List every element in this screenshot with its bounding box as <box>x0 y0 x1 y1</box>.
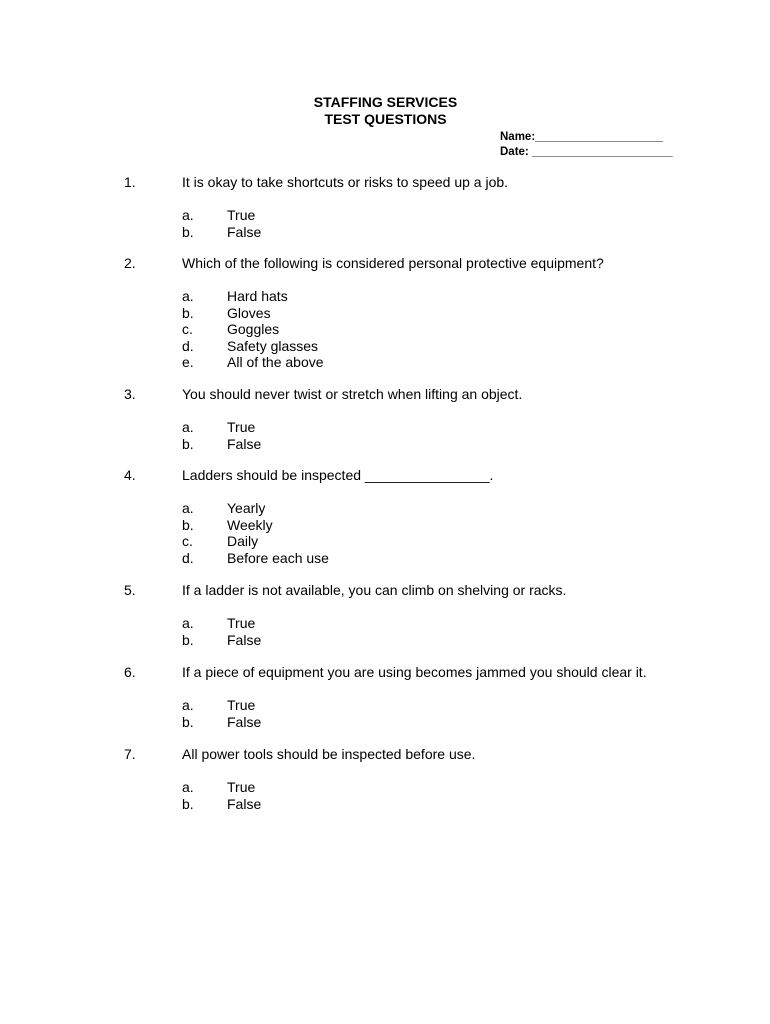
option-letter: b. <box>182 795 194 812</box>
question-6 <box>0 664 770 730</box>
title-line-1: STAFFING SERVICES <box>313 94 458 110</box>
answer-option <box>0 305 770 322</box>
option-text: True <box>227 419 256 435</box>
option-letter: b. <box>182 304 194 321</box>
question-text: If a piece of equipment you are using becomes jammed you should clear it. <box>182 664 647 680</box>
option-text: Yearly <box>227 500 266 516</box>
option-text: True <box>227 697 256 713</box>
question-text: Which of the following is considered personal protective equipment? <box>182 255 604 271</box>
option-text: Daily <box>227 533 259 549</box>
question-text: All power tools should be inspected before use. <box>182 746 476 762</box>
option-letter: b. <box>182 435 194 452</box>
title-line-2: TEST QUESTIONS <box>324 111 447 127</box>
answer-option <box>0 796 770 813</box>
option-text: Before each use <box>227 549 329 566</box>
question-text: It is okay to take shortcuts or risks to speed up a job. <box>182 174 509 190</box>
question-number: 2. <box>124 255 136 271</box>
answer-option <box>0 224 770 241</box>
answer-option <box>0 288 770 305</box>
answer-options <box>0 779 770 812</box>
answer-option <box>0 779 770 796</box>
option-text: True <box>227 615 256 631</box>
date-field-label: Date: ______________________ <box>500 146 673 158</box>
answer-option <box>0 632 770 649</box>
option-letter: c. <box>182 321 193 337</box>
option-letter: d. <box>182 337 194 354</box>
question-1 <box>0 174 770 240</box>
question-text: If a ladder is not available, you can climb on shelving or racks. <box>182 582 567 598</box>
answer-option <box>0 550 770 567</box>
option-letter: d. <box>182 549 194 566</box>
answer-options <box>0 615 770 648</box>
question-number: 3. <box>124 386 136 402</box>
option-text: All of the above <box>227 354 324 370</box>
name-field-label: Name:____________________ <box>500 131 664 143</box>
answer-option <box>0 338 770 355</box>
option-text: False <box>227 713 262 730</box>
answer-option <box>0 714 770 731</box>
option-text: False <box>227 795 262 812</box>
option-text: Gloves <box>227 304 271 321</box>
name-date-block <box>500 130 673 160</box>
option-letter: b. <box>182 516 194 533</box>
question-number: 1. <box>124 174 136 190</box>
option-text: Weekly <box>227 516 273 533</box>
answer-option <box>0 321 770 338</box>
answer-options <box>0 500 770 566</box>
option-letter: a. <box>182 500 194 516</box>
answer-option <box>0 615 770 632</box>
question-number: 7. <box>124 746 136 762</box>
option-letter: a. <box>182 419 194 435</box>
answer-options <box>0 697 770 730</box>
option-text: Safety glasses <box>227 337 319 354</box>
option-text: False <box>227 631 262 648</box>
question-7 <box>0 746 770 812</box>
answer-option <box>0 436 770 453</box>
option-letter: a. <box>182 615 194 631</box>
option-letter: c. <box>182 533 193 549</box>
option-letter: a. <box>182 288 194 304</box>
answer-option <box>0 419 770 436</box>
option-text: Goggles <box>227 321 280 337</box>
question-2 <box>0 255 770 371</box>
page-title <box>0 94 770 128</box>
option-letter: a. <box>182 697 194 713</box>
option-text: Hard hats <box>227 288 288 304</box>
option-letter: a. <box>182 779 194 795</box>
question-number: 4. <box>124 467 136 483</box>
answer-option <box>0 517 770 534</box>
option-text: True <box>227 207 256 223</box>
question-3 <box>0 386 770 452</box>
answer-option <box>0 533 770 550</box>
option-letter: e. <box>182 354 194 370</box>
question-4 <box>0 467 770 566</box>
answer-option <box>0 500 770 517</box>
question-text: You should never twist or stretch when lifting an object. <box>182 386 523 402</box>
option-letter: a. <box>182 207 194 223</box>
answer-options <box>0 419 770 452</box>
answer-option <box>0 207 770 224</box>
answer-options <box>0 288 770 371</box>
answer-option <box>0 697 770 714</box>
question-5 <box>0 582 770 648</box>
question-number: 6. <box>124 664 136 680</box>
option-text: True <box>227 779 256 795</box>
option-letter: b. <box>182 631 194 648</box>
answer-option <box>0 354 770 371</box>
option-text: False <box>227 435 262 452</box>
option-letter: b. <box>182 713 194 730</box>
option-text: False <box>227 223 262 240</box>
option-letter: b. <box>182 223 194 240</box>
answer-options <box>0 207 770 240</box>
question-text: Ladders should be inspected ________________. <box>182 467 494 483</box>
question-number: 5. <box>124 582 136 598</box>
